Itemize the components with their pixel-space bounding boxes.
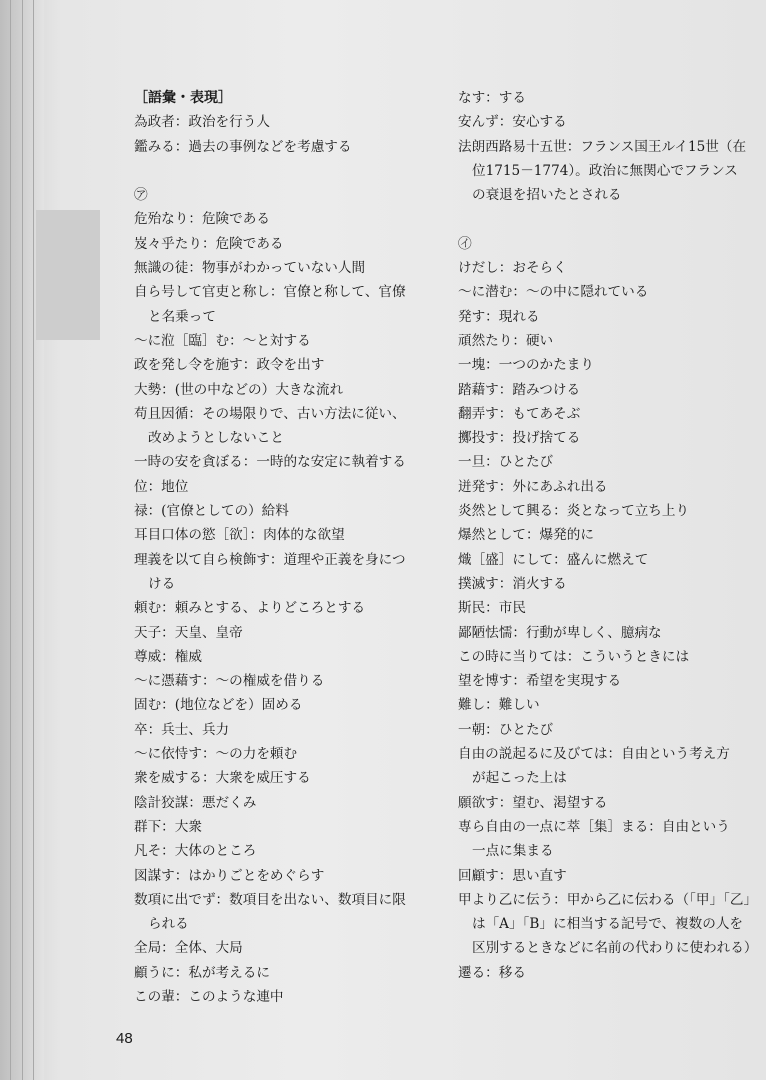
glossary-line: 翻弄す：もてあそぶ [458,405,581,422]
glossary-line: 無識の徒：物事がわかっていない人間 [134,260,366,277]
glossary-line: 陰計狡謀：悪だくみ [134,794,257,811]
glossary-line: 危殆なり：危険である [134,211,270,228]
section-marker: ける [148,575,176,592]
glossary-line: 為政者：政治を行う人 [134,114,270,131]
section-marker: ㋐ [134,187,148,204]
glossary-line: 斯民：市民 [458,600,526,617]
glossary-line: 群下：大衆 [134,818,202,835]
glossary-line: 岌々乎たり：危険である [134,235,284,252]
glossary-line: 回顧す：思い直す [458,867,567,884]
glossary-line: 改めようとしないこと [148,430,284,447]
glossary-line: 踏藉す：踏みつける [458,381,581,398]
glossary-line: 願欲す：望む、渇望する [458,794,608,811]
page-number: 48 [116,1030,133,1047]
glossary-line: 位：地位 [134,478,189,495]
glossary-line: られる [148,916,189,933]
glossary-line: 一時の安を貪ぼる：一時的な安定に執着する [134,454,406,471]
section-marker: ㋑ [458,235,472,252]
glossary-line: 撲滅す：消火する [458,575,567,592]
edge-line [10,0,11,1080]
glossary-line: が起こった上は [472,770,567,787]
glossary-line: 政を発し令を施す：政令を出す [134,357,325,374]
edge-tab [36,210,100,340]
glossary-line: 遷る：移る [458,964,526,981]
glossary-line: 理義を以て自ら検飾す：道理や正義を身につ [134,551,406,568]
glossary-line: 凡そ：大体のところ [134,843,257,860]
glossary-line: 炎然として興る：炎となって立ち上り [458,503,690,520]
glossary-line: 全局：全体、大局 [134,940,243,957]
spacer [134,159,446,183]
glossary-line: 甲より乙に伝う：甲から乙に伝わる（「甲」「乙」 [458,891,758,908]
glossary-line: の衰退を招いたとされる [472,187,622,204]
glossary-line: 一塊：一つのかたまり [458,357,594,374]
glossary-line: 衆を威する：大衆を威圧する [134,770,311,787]
left-column [134,86,446,1009]
glossary-line: 専ら自由の一点に萃［集］まる：自由という [458,818,730,835]
glossary-line: 鑑みる：過去の事例などを考慮する [134,138,352,155]
glossary-line: 禄：(官僚としての）給料 [134,503,289,520]
glossary-line: 苟且因循：その場限りで、古い方法に従い、 [134,405,406,422]
glossary-line: 〜に依恃す：〜の力を頼む [134,746,298,763]
glossary-line: 顧うに：私が考えるに [134,964,270,981]
glossary-line: 図謀す：はかりごとをめぐらす [134,867,325,884]
glossary-line: 自ら号して官吏と称し：官僚と称して、官僚 [134,284,406,301]
glossary-line: 一朝：ひとたび [458,721,554,738]
glossary-line: 難し：難しい [458,697,540,714]
glossary-line: 頼む：頼みとする、よりどころとする [134,600,366,617]
glossary-line: 〜に潜む：〜の中に隠れている [458,284,649,301]
glossary-line: 数項に出でず：数項目を出ない、数項目に限 [134,891,406,908]
glossary-line: 位1715－1774）。政治に無関心でフランス [472,162,738,179]
glossary-line: 熾［盛］にして：盛んに燃えて [458,551,649,568]
glossary-line: 尊威：権威 [134,648,202,665]
glossary-line: この時に当りては：こういうときには [458,648,690,665]
glossary-line: 耳目口体の慾［欲］：肉体的な欲望 [134,527,345,544]
glossary-line: 発す：現れる [458,308,540,325]
glossary-line: 天子：天皇、皇帝 [134,624,243,641]
glossary-line: は「A」「B」に相当する記号で、複数の人を [472,916,744,933]
glossary-line: 鄙陋怯懦：行動が卑しく、臆病な [458,624,662,641]
glossary-line: 爆然として：爆発的に [458,527,594,544]
right-column [458,86,758,985]
glossary-line: けだし：おそらく [458,260,567,277]
glossary-line: 一旦：ひとたび [458,454,554,471]
glossary-line: 安んず：安心する [458,114,567,131]
spacer [458,207,758,231]
glossary-line: 区別するときなどに名前の代わりに使われる） [472,940,758,957]
glossary-line: 一点に集まる [472,843,554,860]
edge-line [22,0,23,1080]
glossary-line: 頑然たり：硬い [458,332,554,349]
glossary-line: なす：する [458,90,526,106]
glossary-line: 〜に憑藉す：〜の権威を借りる [134,673,325,690]
glossary-line: 望を博す：希望を実現する [458,673,622,690]
glossary-line: 大勢：(世の中などの）大きな流れ [134,381,344,398]
glossary-line: 卒：兵士、兵力 [134,721,230,738]
glossary-line: 〜に涖［臨］む：〜と対する [134,332,311,349]
glossary-line: 固む：(地位などを）固める [134,697,303,714]
glossary-line: 擲投す：投げ捨てる [458,430,581,447]
glossary-line: 法朗西路易十五世：フランス国王ルイ15世（在 [458,138,747,155]
edge-line [33,0,34,1080]
glossary-line: と名乗って [148,308,216,325]
glossary-line: この輩：このような連中 [134,988,284,1005]
section-heading: ［語彙・表現］ [134,90,232,106]
glossary-line: 迸発す：外にあふれ出る [458,478,608,495]
glossary-line: 自由の説起るに及びては：自由という考え方 [458,746,730,763]
